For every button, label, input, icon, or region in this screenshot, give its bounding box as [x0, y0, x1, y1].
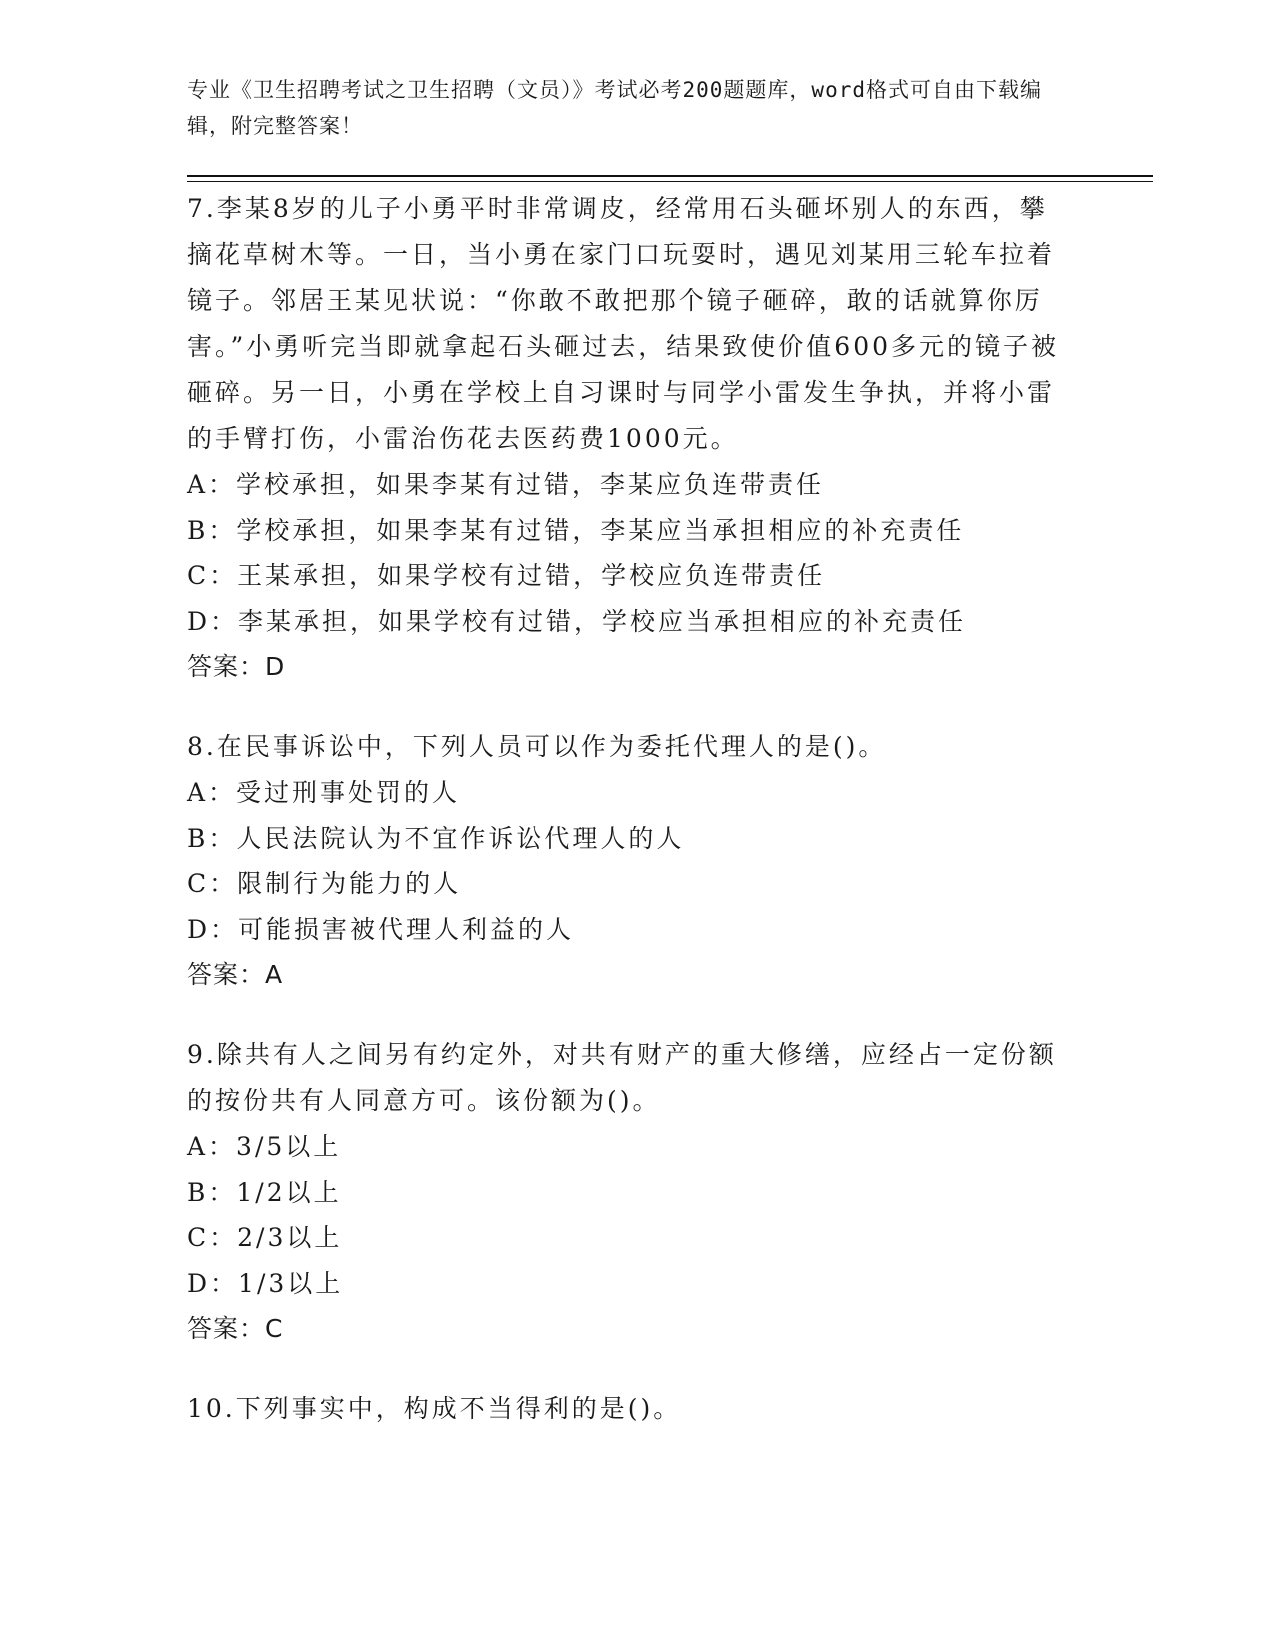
header-rule-thick [187, 175, 1153, 177]
option-a: A：学校承担，如果李某有过错，李某应负连带责任 [187, 470, 825, 499]
header-rule-thin [187, 181, 1153, 182]
option-a: A：受过刑事处罚的人 [187, 778, 461, 807]
option-d: D：可能损害被代理人利益的人 [187, 914, 575, 944]
question-list [187, 186, 1067, 1466]
option-c: C：王某承担，如果学校有过错，学校应负连带责任 [187, 561, 826, 590]
option-b: B：学校承担，如果李某有过错，李某应当承担相应的补充责任 [187, 515, 965, 545]
question-10 [187, 1386, 1067, 1432]
document-header: 专业《卫生招聘考试之卫生招聘（文员）》考试必考200题题库，word格式可自由下载编辑，附完整答案！ [187, 78, 1042, 138]
answer: 答案：D [187, 652, 286, 681]
option-a: A：3/5以上 [187, 1132, 342, 1161]
question-text: 10.下列事实中，构成不当得利的是()。 [187, 1394, 682, 1423]
option-c: C：2/3以上 [187, 1223, 343, 1252]
option-b: B：人民法院认为不宜作诉讼代理人的人 [187, 823, 685, 853]
option-c: C：限制行为能力的人 [187, 869, 462, 898]
option-d: D：1/3以上 [187, 1268, 344, 1298]
option-b: B：1/2以上 [187, 1177, 342, 1207]
question-text: 7.李某8岁的儿子小勇平时非常调皮，经常用石头砸坏别人的东西，攀摘花草树木等。一日，当小勇在家门口玩耍时，遇见刘某用三轮车拉着镜子。邻居王某见状说：“你敢不敢把那个镜子砸碎，敢的话就算你厉害。”小勇听完当即就拿起石头砸过去，结果致使价值600多元的镜子被砸碎。另一日，小勇在学校上自习课时与同学小雷发生争执，并将小雷的手臂打伤，小雷治伤花去医药费1000元。 [187, 194, 1060, 453]
question-8 [187, 724, 1067, 998]
question-text: 8.在民事诉讼中，下列人员可以作为委托代理人的是()。 [187, 732, 887, 761]
answer: 答案：A [187, 960, 284, 989]
question-text: 9.除共有人之间另有约定外，对共有财产的重大修缮，应经占一定份额的按份共有人同意方可。该份额为()。 [187, 1040, 1057, 1115]
answer: 答案：C [187, 1314, 284, 1343]
question-9 [187, 1032, 1067, 1352]
option-d: D：李某承担，如果学校有过错，学校应当承担相应的补充责任 [187, 606, 967, 636]
question-7 [187, 186, 1067, 690]
